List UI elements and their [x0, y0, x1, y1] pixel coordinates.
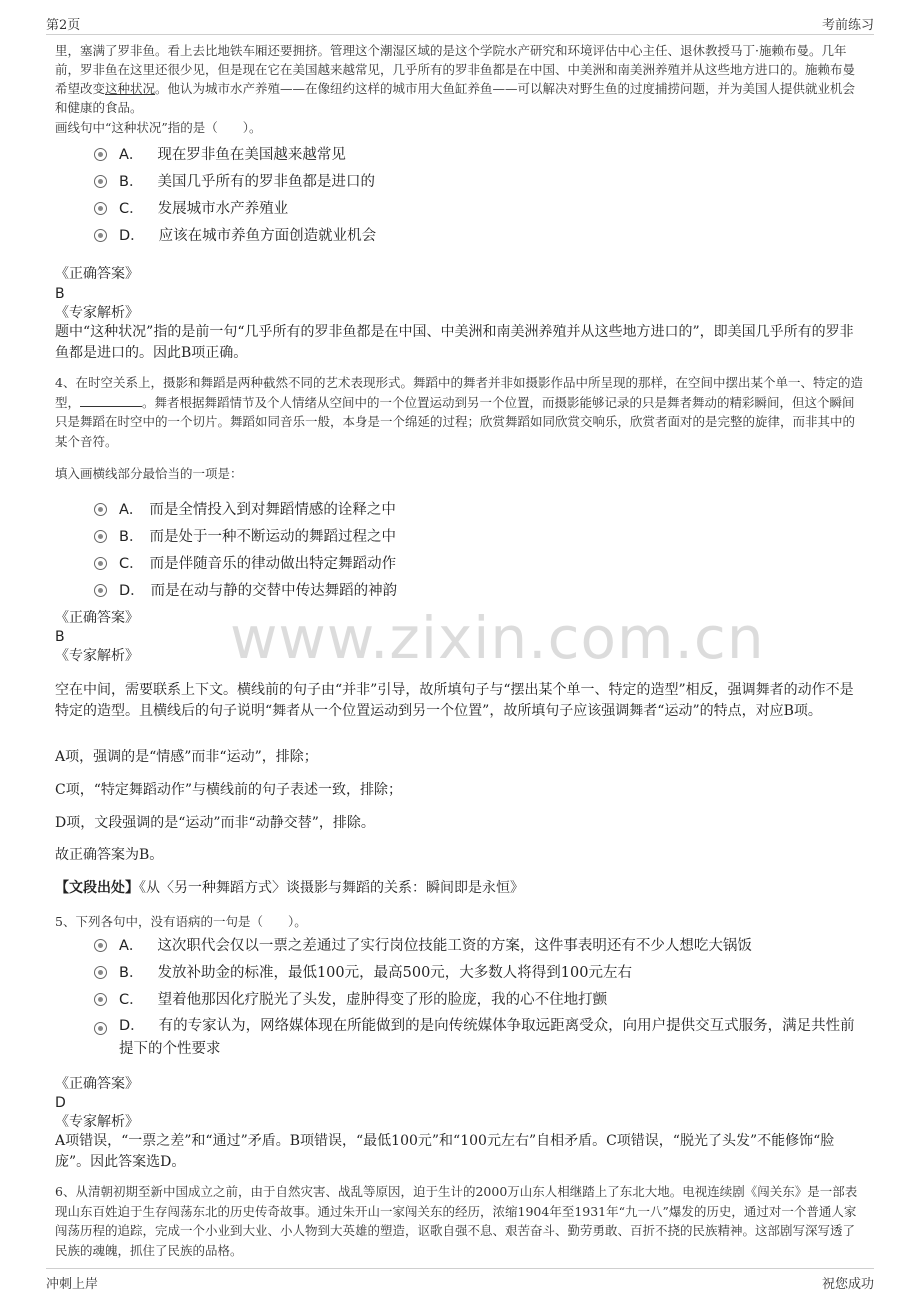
q4-analysis-label: 《专家解析》 [55, 648, 139, 664]
q4-blank [80, 394, 142, 407]
option-letter: A． [119, 502, 144, 518]
option-text: 而是处于一种不断运动的舞蹈过程之中 [149, 529, 396, 545]
radio-icon[interactable] [94, 503, 107, 516]
q3-option-a[interactable] [94, 143, 346, 164]
option-letter: B． [119, 529, 144, 545]
q5-question: 5、下列各句中，没有语病的一句是（ ）。 [55, 914, 307, 929]
radio-icon[interactable] [94, 966, 107, 979]
q5-option-b[interactable] [94, 961, 632, 982]
q4-option-a[interactable] [94, 498, 396, 519]
q3-option-d[interactable] [94, 224, 376, 245]
footer-left: 冲刺上岸 [46, 1277, 99, 1292]
q3-passage-part2: 。他认为城市水产养殖——在像纽约这样的城市用大鱼缸养鱼——可以解决对野生鱼的过度捕捞问题，并为美国人提供就业机会和健康的食品。 [55, 81, 856, 115]
q4-passage-part2: 。舞者根据舞蹈情节及个人情绪从空间中的一个位置运动到另一个位置，而摄影能够记录的只是舞者舞动的精彩瞬间，但这个瞬间只是舞蹈在时空中的一个切片。舞蹈如同音乐一般，本身是一个绵延的过程；欣赏舞蹈如同欣赏交响乐，欣赏者面对的是完整的旋律，而非其中的某个音符。 [55, 394, 856, 449]
option-text: 美国几乎所有的罗非鱼都是进口的 [157, 174, 375, 190]
q4-answer: B [55, 629, 65, 645]
option-letter: C． [119, 556, 144, 572]
q5-analysis-label: 《专家解析》 [55, 1114, 139, 1130]
header-title: 考前练习 [821, 18, 874, 33]
radio-icon[interactable] [94, 229, 107, 242]
option-text: 发放补助金的标准，最低100元，最高500元，大多数人将得到100元左右 [157, 965, 632, 981]
q4-source-label: 【文段出处】 [55, 880, 139, 896]
q5-option-c[interactable] [94, 988, 607, 1009]
q5-answer: D [55, 1095, 66, 1111]
footer-right: 祝您成功 [821, 1277, 874, 1292]
q4-question: 填入画横线部分最恰当的一项是： [55, 466, 243, 481]
q4-analysis-para-2: A项，强调的是“情感”而非“运动”，排除； [55, 749, 318, 765]
q4-analysis-para-3: C项，“特定舞蹈动作”与横线前的句子表述一致，排除； [55, 782, 403, 798]
option-text: 现在罗非鱼在美国越来越常见 [157, 147, 346, 163]
radio-icon[interactable] [94, 148, 107, 161]
radio-icon[interactable] [94, 557, 107, 570]
q6-passage: 6、从清朝初期至新中国成立之前，由于自然灾害、战乱等原因，迫于生计的2000万山东人相继踏上了东北大地。电视连续剧《闯关东》是一部表现山东百姓迫于生存闯荡东北的历史传奇故事。通过朱开山一家闯关东的经历，浓缩1904年至1931年“九一八”爆发的历史，通过对一个普通人家闯荡历程的追踪，完成一个小业到大业、小人物到大英雄的塑造，讴歌自强不息、艰苦奋斗、勤劳勇敢、百折不挠的民族精神。这部剧写深写透了民族的魂魄，抓住了民族的品格。 [55, 1184, 858, 1258]
radio-icon[interactable] [94, 1022, 107, 1035]
q3-answer-label: 《正确答案》 [55, 266, 139, 282]
footer-divider [46, 1268, 874, 1269]
radio-icon[interactable] [94, 202, 107, 215]
watermark: www.zixin.com.cn [230, 604, 765, 672]
option-letter: C． [119, 992, 144, 1008]
q4-analysis-para-4: D项，文段强调的是“运动”而非“动静交替”，排除。 [55, 815, 375, 831]
q3-passage-part1: 里，塞满了罗非鱼。看上去比地铁车厢还要拥挤。管理这个潮湿区域的是这个学院水产研究和环境评估中心主任、退休教授马丁·施赖布曼。几年前，罗非鱼在这里还很少见，但是现在它在美国越来越常见，几乎所有的罗非鱼都是在中国、中美洲和南美洲养殖并从这些地方进口的。施赖布曼希望改变 [55, 43, 856, 96]
q4-source [55, 878, 524, 899]
q4-option-d[interactable] [94, 579, 397, 600]
q3-underlined-phrase: 这种状况 [105, 81, 156, 96]
q5-option-a[interactable] [94, 934, 752, 955]
q4-option-c[interactable] [94, 552, 396, 573]
option-letter: A． [119, 147, 144, 163]
q4-passage-part1: 4、在时空关系上，摄影和舞蹈是两种截然不同的艺术表现形式。舞蹈中的舞者并非如摄影作品中所呈现的那样，在空间中摆出某个单一、特定的造型， [55, 375, 863, 410]
option-text: 有的专家认为，网络媒体现在所能做到的是向传统媒体争取远距离受众，向用户提供交互式服务，满足共性前提下的个性要求 [119, 1018, 855, 1057]
option-letter: D． [119, 583, 145, 599]
option-text: 而是全情投入到对舞蹈情感的诠释之中 [149, 502, 396, 518]
q4-analysis-para-5: 故正确答案为B。 [55, 847, 164, 863]
header-divider [46, 34, 874, 35]
option-letter: B． [119, 174, 144, 190]
q5-answer-label: 《正确答案》 [55, 1076, 139, 1092]
radio-icon[interactable] [94, 993, 107, 1006]
q3-passage [55, 41, 867, 117]
q3-option-b[interactable] [94, 170, 375, 191]
page-number: 第2页 [46, 18, 81, 33]
option-letter: C． [119, 201, 144, 217]
q4-passage [55, 373, 867, 451]
radio-icon[interactable] [94, 175, 107, 188]
option-text: 而是在动与静的交替中传达舞蹈的神韵 [150, 583, 398, 599]
q3-analysis-label: 《专家解析》 [55, 305, 139, 321]
option-letter: D． [119, 228, 145, 244]
q5-analysis: A项错误，“一票之差”和“通过”矛盾。B项错误，“最低100元”和“100元左右”自相矛盾。C项错误，“脱光了头发”不能修饰“脸庞”。因此答案选D。 [55, 1133, 835, 1170]
q4-source-text: 《从〈另一种舞蹈方式〉谈摄影与舞蹈的关系：瞬间即是永恒》 [139, 880, 524, 896]
option-letter: B． [119, 965, 144, 981]
option-text: 应该在城市养鱼方面创造就业机会 [158, 228, 377, 244]
q4-option-b[interactable] [94, 525, 396, 546]
option-text: 发展城市水产养殖业 [157, 201, 289, 217]
q3-option-c[interactable] [94, 197, 288, 218]
q4-answer-label: 《正确答案》 [55, 610, 139, 626]
option-text: 这次职代会仅以一票之差通过了实行岗位技能工资的方案，这件事表明还有不少人想吃大锅饭 [157, 938, 752, 954]
radio-icon[interactable] [94, 939, 107, 952]
q4-analysis-para-1: 空在中间，需要联系上下文。横线前的句子由“并非”引导，故所填句子与“摆出某个单一、特定的造型”相反，强调舞者的动作不是特定的造型。且横线后的句子说明“舞者从一个位置运动到另一个位置”，故所填句子应该强调舞者“运动”的特点，对应B项。 [55, 682, 854, 719]
option-d-body [119, 1015, 864, 1061]
q3-answer: B [55, 286, 65, 302]
radio-icon[interactable] [94, 584, 107, 597]
option-letter: D． [119, 1018, 145, 1034]
q5-option-d[interactable] [94, 1015, 864, 1061]
radio-icon[interactable] [94, 530, 107, 543]
option-text: 而是伴随音乐的律动做出特定舞蹈动作 [149, 556, 397, 572]
option-letter: A． [119, 938, 144, 954]
q3-analysis: 题中“这种状况”指的是前一句“几乎所有的罗非鱼都是在中国、中美洲和南美洲养殖并从这些地方进口的”，即美国几乎所有的罗非鱼都是进口的。因此B项正确。 [55, 324, 854, 361]
option-text: 望着他那因化疗脱光了头发，虚肿得变了形的脸庞，我的心不住地打颤 [157, 992, 608, 1008]
q3-question: 画线句中“这种状况”指的是（ ）。 [55, 120, 262, 135]
